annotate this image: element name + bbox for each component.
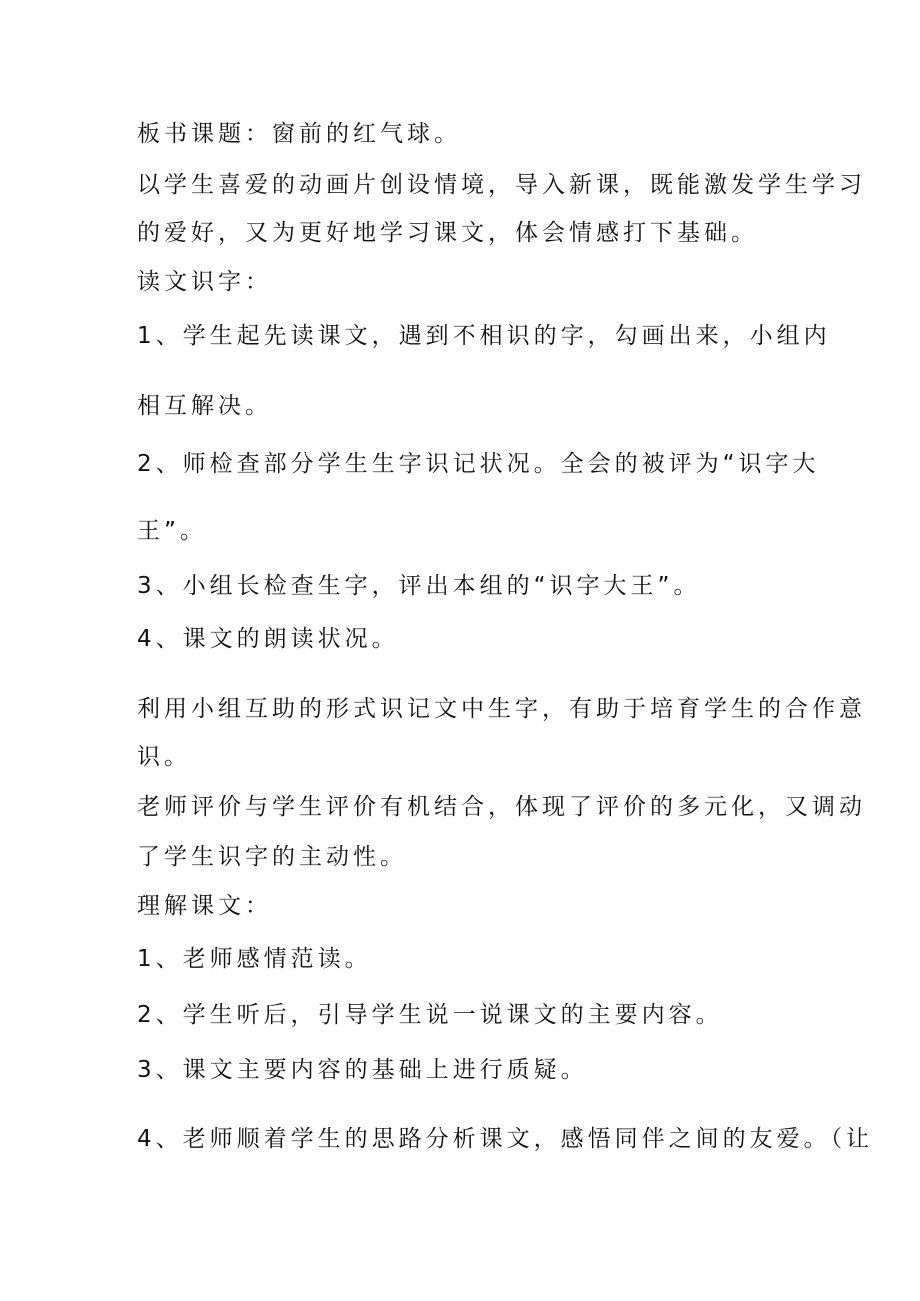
text-line: 1、老师感情范读。 (137, 946, 372, 972)
text-line: 了学生识字的主动性。 (137, 844, 407, 870)
text-line: 以学生喜爱的动画片创设情境，导入新课，既能激发学生学习 (137, 172, 866, 198)
text-line: 3、小组长检查生字，评出本组的“识字大王”。 (137, 573, 701, 599)
text-line: 读文识字： (137, 269, 272, 295)
text-line: 板书课题：窗前的红气球。 (137, 121, 461, 147)
text-line: 识。 (137, 744, 191, 770)
text-line: 老师评价与学生评价有机结合，体现了评价的多元化，又调动 (137, 794, 866, 820)
text-line: 4、老师顺着学生的思路分析课文，感悟同伴之间的友爱。（让 (137, 1126, 874, 1152)
text-line: 王”。 (137, 518, 207, 544)
text-line: 的爱好，又为更好地学习课文，体会情感打下基础。 (137, 220, 758, 246)
text-line: 利用小组互助的形式识记文中生字，有助于培育学生的合作意 (137, 696, 866, 722)
text-line: 4、课文的朗读状况。 (137, 626, 399, 652)
text-line: 理解课文： (137, 893, 272, 919)
text-line: 2、学生听后，引导学生说一说课文的主要内容。 (137, 1002, 723, 1028)
text-line: 2、师检查部分学生生字识记状况。全会的被评为“识字大 (137, 451, 820, 477)
text-line: 1、学生起先读课文，遇到不相识的字，勾画出来，小组内 (137, 323, 831, 349)
text-line: 3、课文主要内容的基础上进行质疑。 (137, 1057, 588, 1083)
text-line: 相互解决。 (137, 393, 272, 419)
